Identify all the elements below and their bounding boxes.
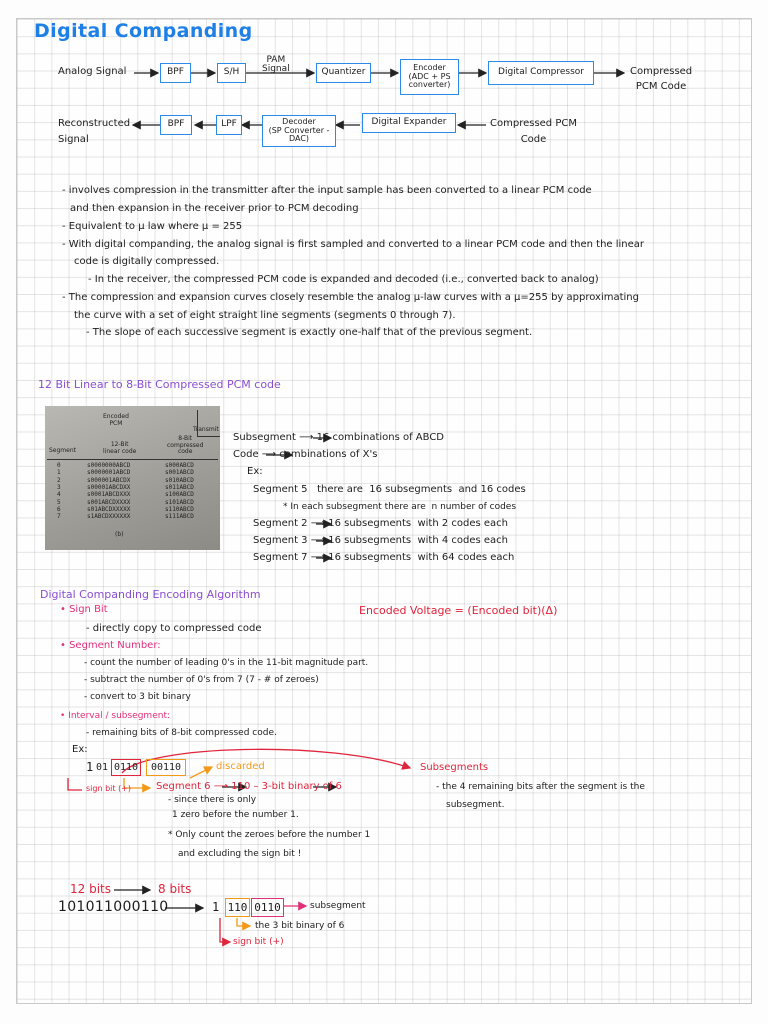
compressed-pcm-code-label: Compressed PCM Code	[630, 66, 693, 92]
photo-segment-col: 0 1 2 3 4 5 6 7	[57, 462, 61, 521]
sign-bit-heading: • Sign Bit	[60, 604, 108, 615]
photo-compressed-col: s000ABCD s001ABCD s010ABCD s011ABCD s100ABCD s101ABCD s110ABCD s111ABCD	[165, 462, 194, 521]
note-line: - The slope of each successive segment is exactly one-half that of the previous segment.	[86, 327, 533, 338]
compressed-pcm-code-input-label: Compressed PCM Code	[490, 118, 577, 145]
note-line: - With digital companding, the analog signal is first sampled and converted to a linear PCM code and then the linear	[62, 239, 645, 250]
example-leading-bits: 01	[96, 762, 109, 773]
textbook-table-photo	[45, 406, 220, 550]
subsegments-label: Subsegments	[420, 762, 489, 773]
seg3-line: Segment 3 ⟶ 16 subsegments with 4 codes each	[253, 535, 509, 546]
photo-linear-col: s0000000ABCD s0000001ABCD s000001ABCDX s00001ABCDXX s0001ABCDXXX s001ABCDXXXX s01ABCDXXXXX s1ABCDXXXXXX	[87, 462, 131, 521]
interval-desc: - remaining bits of 8-bit compressed code.	[86, 728, 277, 738]
seg2-line: Segment 2 ⟶ 16 subsegments with 2 codes each	[253, 518, 509, 529]
encoded-voltage-formula: Encoded Voltage = (Encoded bit)(Δ)	[359, 604, 558, 617]
ex-label: Ex:	[247, 466, 263, 477]
output-subsegment-bits: 0110	[251, 898, 284, 917]
digital-compressor-box: Digital Compressor	[488, 61, 594, 85]
lpf-box: LPF	[216, 115, 242, 135]
example-segment-bits: 0110	[111, 759, 141, 776]
only-count-line-2: and excluding the sign bit !	[178, 849, 302, 859]
encoder-box: Encoder (ADC + PS converter)	[400, 59, 459, 95]
remaining-line-1: - the 4 remaining bits after the segment is the	[436, 782, 645, 792]
segment-number-heading: • Segment Number:	[60, 640, 161, 651]
note-line: code is digitally compressed.	[74, 256, 220, 267]
seg-step: - convert to 3 bit binary	[84, 692, 191, 702]
bits12-label: 12 bits	[70, 882, 111, 896]
code-line: Code ⟶ combinations of X's	[233, 449, 378, 460]
binary-12bit: 101011000110	[58, 899, 169, 915]
seg7-line: Segment 7 ⟶ 16 subsegments with 64 codes each	[253, 552, 515, 563]
photo-rule	[47, 459, 218, 460]
sign-bit-plus-label: sign bit (+)	[86, 784, 132, 793]
quantizer-box: Quantizer	[316, 63, 371, 83]
pam-signal-label: PAM Signal	[262, 55, 290, 75]
sign-bit-plus-out: sign bit (+)	[233, 937, 284, 947]
output-sign-bit: 1	[212, 900, 220, 914]
bpf-box-rx: BPF	[160, 115, 192, 135]
example-subsegment-bits: 00110	[146, 759, 186, 776]
photo-segment-header: Segment	[49, 447, 76, 454]
section-heading-12bit: 12 Bit Linear to 8-Bit Compressed PCM code	[38, 378, 281, 391]
sign-bit-desc: - directly copy to compressed code	[86, 623, 262, 634]
decoder-box: Decoder (SP Converter - DAC)	[262, 115, 336, 147]
output-segment-bits: 110	[225, 898, 250, 917]
section-heading-algorithm: Digital Companding Encoding Algorithm	[40, 588, 261, 601]
photo-encoded-pcm: Encoded PCM	[103, 413, 129, 427]
page-title: Digital Companding	[34, 20, 253, 42]
photo-linear-header: 12-Bit linear code	[103, 441, 137, 455]
subsegment-line: Subsegment ⟶ 16 combinations of ABCD	[233, 432, 445, 443]
example-sign-bit: 1	[86, 760, 94, 774]
ex-label-2: Ex:	[72, 744, 88, 755]
sh-box: S/H	[217, 63, 246, 83]
note-line: - Equivalent to μ law where μ = 255	[62, 221, 243, 232]
discarded-label: discarded	[216, 761, 265, 772]
star-note: * In each subsegment there are n number of codes	[283, 502, 517, 512]
photo-caption: (b)	[115, 531, 124, 538]
note-line: and then expansion in the receiver prior to PCM decoding	[70, 203, 359, 214]
photo-compressed-header: 8-Bit compressed code	[167, 435, 204, 456]
binary6-label: the 3 bit binary of 6	[255, 921, 345, 931]
interval-heading: • Interval / subsegment:	[60, 711, 171, 721]
bits8-label: 8 bits	[158, 882, 192, 896]
seg5-line: Segment 5 there are 16 subsegments and 16 codes	[253, 484, 526, 495]
photo-transmit: Transmit	[193, 426, 219, 433]
note-line: the curve with a set of eight straight line segments (segments 0 through 7).	[74, 310, 456, 321]
seg-step: - count the number of leading 0's in the 11-bit magnitude part.	[84, 658, 369, 668]
note-line: - In the receiver, the compressed PCM code is expanded and decoded (i.e., converted back to analog)	[88, 274, 599, 285]
since-line-1: - since there is only	[168, 795, 257, 805]
remaining-line-2: subsegment.	[446, 800, 505, 810]
digital-expander-box: Digital Expander	[362, 113, 456, 133]
only-count-line-1: * Only count the zeroes before the number 1	[168, 830, 371, 840]
seg-step: - subtract the number of 0's from 7 (7 - # of zeroes)	[84, 675, 319, 685]
bpf-box: BPF	[160, 63, 191, 83]
note-line: - The compression and expansion curves closely resemble the analog μ-law curves with a μ=255 by approximating	[62, 292, 639, 303]
analog-signal-label: Analog Signal	[58, 66, 127, 77]
since-line-2: 1 zero before the number 1.	[172, 810, 299, 820]
reconstructed-signal-label: Reconstructed Signal	[58, 118, 131, 145]
subsegment-label-out: subsegment	[310, 901, 366, 911]
note-line: - involves compression in the transmitter after the input sample has been converted to a linear PCM code	[62, 185, 592, 196]
segment6-line: Segment 6 ⟶ 110 – 3-bit binary of 6	[156, 781, 342, 792]
